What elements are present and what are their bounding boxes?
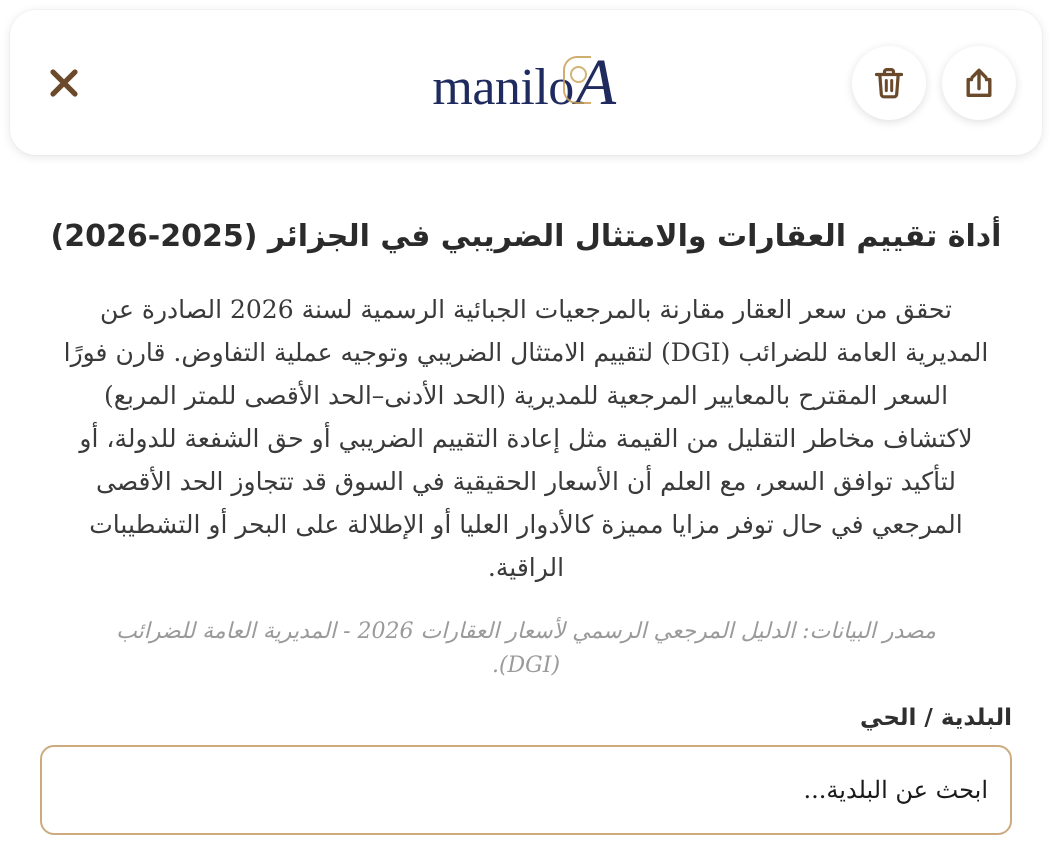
data-source-note: مصدر البيانات: الدليل المرجعي الرسمي لأسعار العقارات 2026 - المديرية العامة للضرائب (DGI).: [116, 618, 936, 678]
municipality-label: البلدية / الحي: [860, 704, 1012, 731]
trash-icon: [870, 64, 908, 102]
share-button[interactable]: [942, 46, 1016, 120]
brand-initial: A: [575, 45, 616, 119]
close-icon: [46, 65, 82, 101]
header-actions: [852, 46, 1016, 120]
delete-button[interactable]: [852, 46, 926, 120]
brand-name: manilo: [432, 58, 574, 116]
close-button[interactable]: [38, 57, 90, 109]
municipality-search-input[interactable]: [40, 745, 1012, 835]
intro-paragraph: تحقق من سعر العقار مقارنة بالمرجعيات الجبائية الرسمية لسنة 2026 الصادرة عن المديرية العامة للضرائب (DGI) لتقييم الامتثال الضريبي وتوجيه عملية التفاوض. قارن فورًا السعر المقترح بالمعايير المرجعية للمديرية (الحد الأدنى–الحد الأقصى للمتر المربع) لاكتشاف مخاطر التقليل من القيمة مثل إعادة التقييم الضريبي أو حق الشفعة للدولة، أو لتأكيد توافق السعر، مع العلم أن الأسعار الحقيقية في السوق قد تتجاوز الحد الأقصى المرجعي في حال توفر مزايا مميزة كالأدوار العليا أو الإطلالة على البحر أو التشطيبات الراقية.: [63, 294, 989, 582]
main-content: [10, 217, 1042, 835]
header-card: [10, 10, 1042, 155]
share-icon: [960, 64, 998, 102]
page-title: أداة تقييم العقارات والامتثال الضريبي في الجزائر (2025-2026): [50, 219, 1002, 254]
